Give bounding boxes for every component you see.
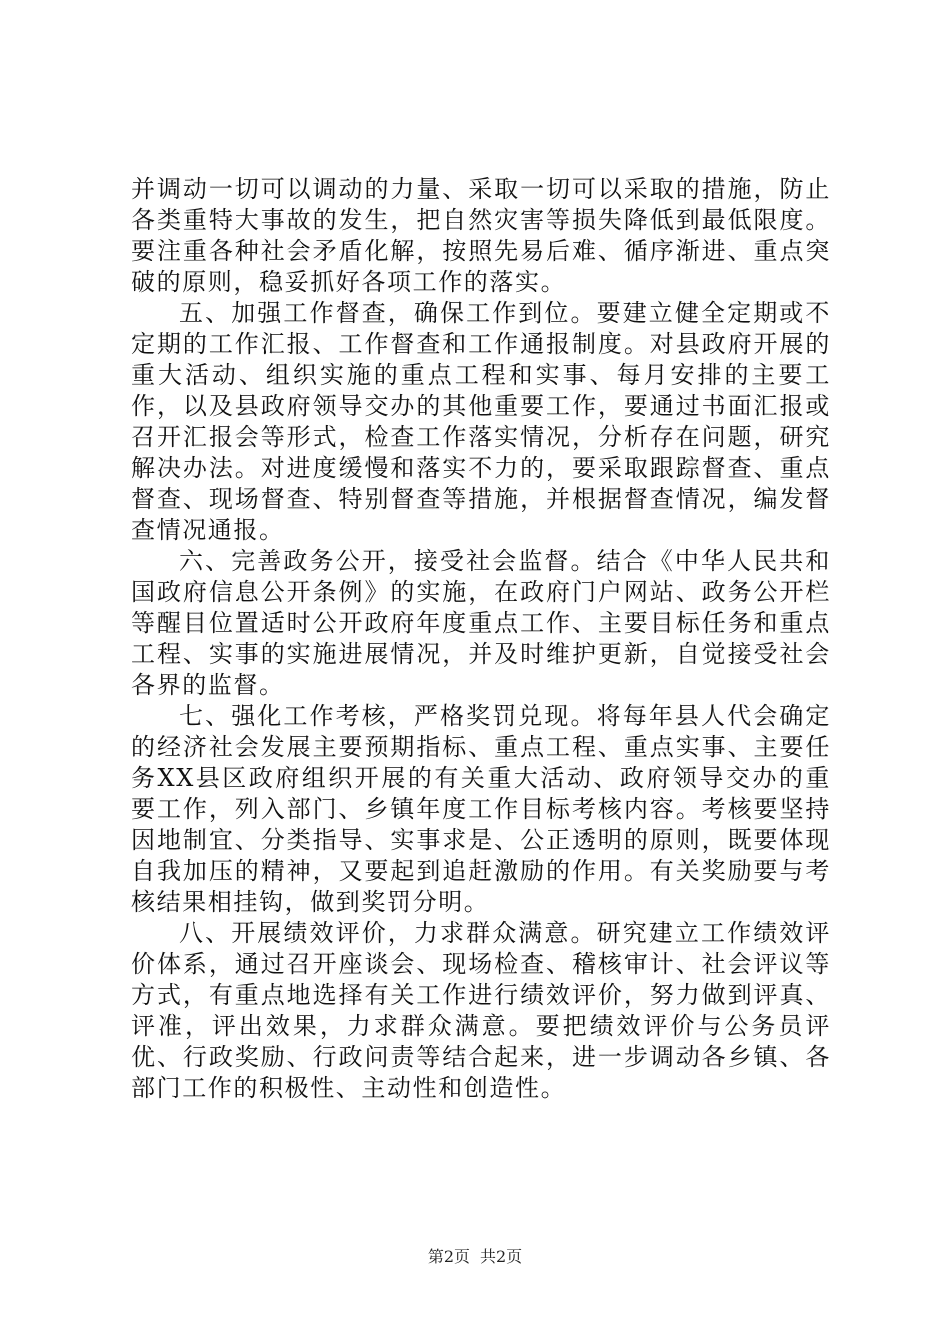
paragraph-continuation: 并调动一切可以调动的力量、采取一切可以采取的措施，防止各类重特大事故的发生，把自然灾害等损失降低到最低限度。要注重各种社会矛盾化解，按照先易后难、循序渐进、重点突破的原则，稳妥抓好各项工作的落实。 [131, 175, 831, 296]
page-total: 共2页 [480, 1247, 523, 1266]
page-footer [0, 1244, 950, 1267]
document-body [131, 174, 831, 1104]
page-number: 第2页 [427, 1247, 470, 1266]
paragraph-section-8: 八、开展绩效评价，力求群众满意。研究建立工作绩效评价体系，通过召开座谈会、现场检查、稽核审计、社会评议等方式，有重点地选择有关工作进行绩效评价，努力做到评真、评准，评出效果，力求群众满意。要把绩效评价与公务员评优、行政奖励、行政问责等结合起来，进一步调动各乡镇、各部门工作的积极性、主动性和创造性。 [131, 919, 831, 1102]
paragraph-section-7: 七、强化工作考核，严格奖罚兑现。将每年县人代会确定的经济社会发展主要预期指标、重点工程、重点实事、主要任务XX县区政府组织开展的有关重大活动、政府领导交办的重要工作，列入部门、乡镇年度工作目标考核内容。考核要坚持因地制宜、分类指导、实事求是、公正透明的原则，既要体现自我加压的精神，又要起到追赶激励的作用。有关奖励要与考核结果相挂钩，做到奖罚分明。 [131, 702, 831, 916]
paragraph-section-6: 六、完善政务公开，接受社会监督。结合《中华人民共和国政府信息公开条例》的实施，在政府门户网站、政务公开栏等醒目位置适时公开政府年度重点工作、主要目标任务和重点工程、实事的实施进展情况，并及时维护更新，自觉接受社会各界的监督。 [131, 547, 831, 699]
paragraph-section-5: 五、加强工作督查，确保工作到位。要建立健全定期或不定期的工作汇报、工作督查和工作通报制度。对县政府开展的重大活动、组织实施的重点工程和实事、每月安排的主要工作，以及县政府领导交办的其他重要工作，要通过书面汇报或召开汇报会等形式，检查工作落实情况，分析存在问题，研究解决办法。对进度缓慢和落实不力的，要采取跟踪督查、重点督查、现场督查、特别督查等措施，并根据督查情况，编发督查情况通报。 [131, 299, 831, 544]
